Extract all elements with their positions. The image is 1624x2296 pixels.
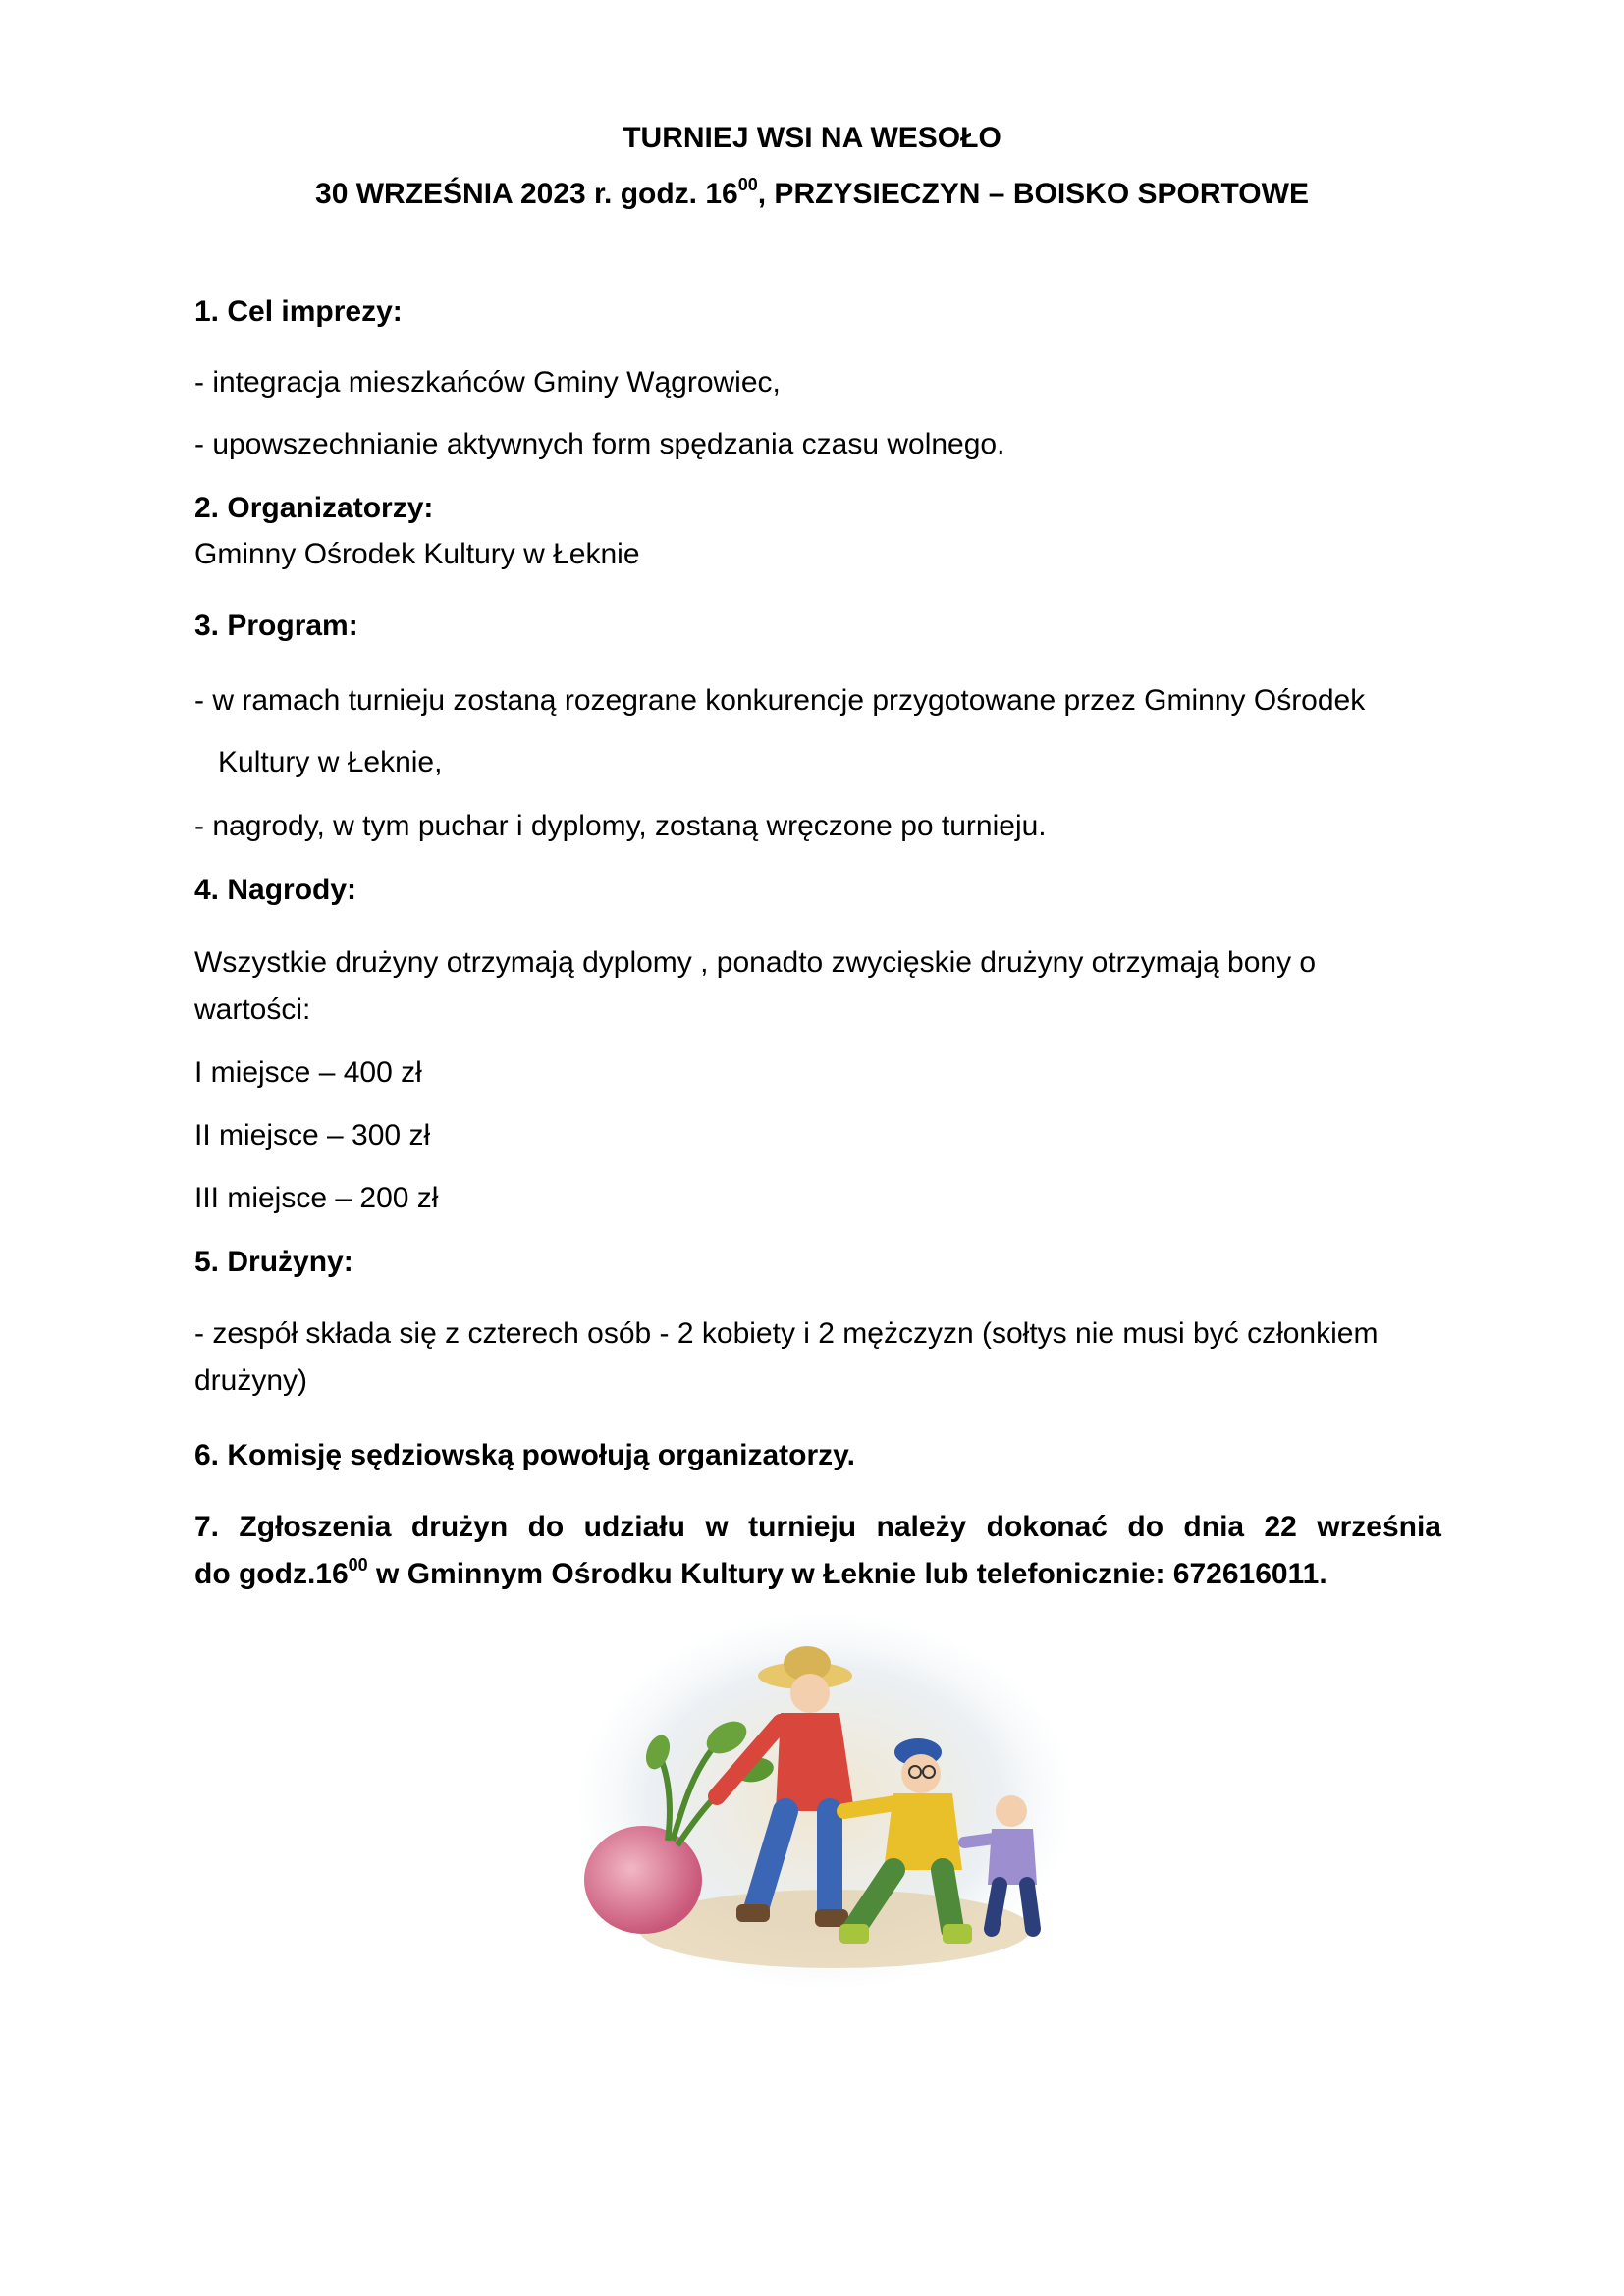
tug-of-war-turnip-illustration-icon: [579, 1615, 1070, 1988]
section-1-heading: 1. Cel imprezy:: [194, 295, 403, 328]
document-title: TURNIEJ WSI NA WESOŁO: [623, 122, 1001, 154]
section-6-heading: 6. Komisję sędziowską powołują organizatorzy.: [194, 1439, 855, 1471]
prize-item: I miejsce – 400 zł: [194, 1056, 422, 1089]
section-7-line-2: [194, 1555, 1441, 1594]
section-7-line-1: 7. Zgłoszenia drużyn do udziału w turnieju należy dokonać do dnia 22 września: [194, 1511, 1441, 1543]
event-date-line: [0, 175, 1624, 214]
section-3-item-1-line-1: - w ramach turnieju zostaną rozegrane konkurencje przygotowane przez Gminny Ośrodek: [194, 684, 1366, 717]
deadline-time-superscript: 00: [348, 1555, 368, 1575]
section-1-item: - upowszechnianie aktywnych form spędzania czasu wolnego.: [194, 428, 1005, 460]
date-suffix: , PRZYSIECZYN – BOISKO SPORTOWE: [757, 178, 1309, 210]
prize-item: II miejsce – 300 zł: [194, 1119, 431, 1151]
section-2-heading: 2. Organizatorzy:: [194, 492, 434, 524]
section-1-item: - integracja mieszkańców Gminy Wągrowiec,: [194, 366, 781, 399]
deadline-suffix: w Gminnym Ośrodku Kultury w Łeknie lub telefonicznie: 672616011.: [367, 1558, 1327, 1590]
section-5-heading: 5. Drużyny:: [194, 1246, 353, 1278]
section-3-item-1-line-2: Kultury w Łeknie,: [218, 746, 443, 778]
section-5-line-2: drużyny): [194, 1364, 308, 1397]
section-3-item-2: - nagrody, w tym puchar i dyplomy, zostaną wręczone po turnieju.: [194, 810, 1047, 842]
section-3-heading: 3. Program:: [194, 610, 358, 642]
section-5-line-1: - zespół składa się z czterech osób - 2 kobiety i 2 mężczyzn (sołtys nie musi być członkiem: [194, 1317, 1379, 1350]
time-superscript: 00: [737, 175, 758, 194]
section-4-heading: 4. Nagrody:: [194, 874, 357, 906]
section-2-text: Gminny Ośrodek Kultury w Łeknie: [194, 538, 640, 570]
date-prefix: 30 WRZEŚNIA 2023 r. godz. 16: [315, 178, 738, 210]
prize-item: III miejsce – 200 zł: [194, 1182, 439, 1214]
deadline-prefix: do godz.16: [194, 1558, 349, 1590]
section-4-intro-line-1: Wszystkie drużyny otrzymają dyplomy , ponadto zwycięskie drużyny otrzymają bony o: [194, 946, 1317, 979]
section-4-intro-line-2: wartości:: [194, 993, 311, 1026]
